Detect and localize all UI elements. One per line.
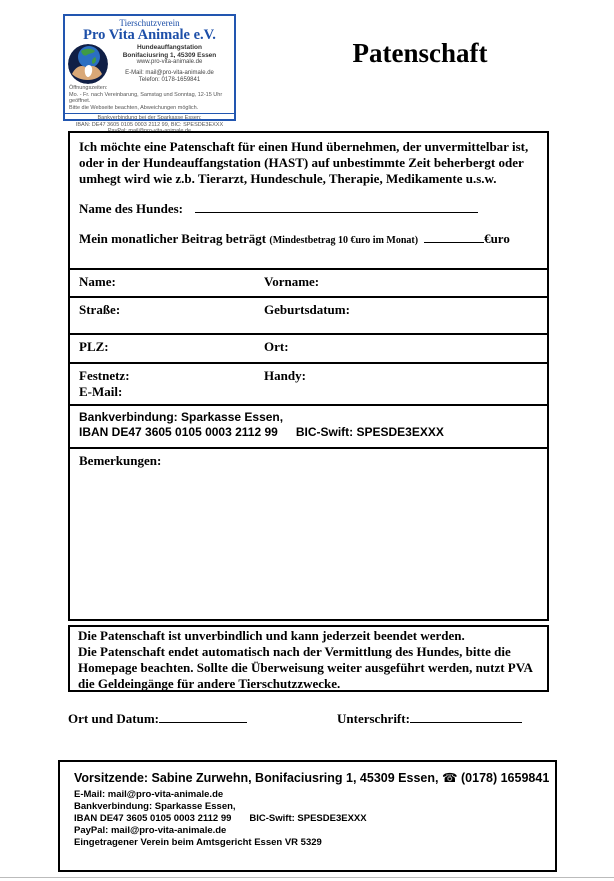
page-title: Patenschaft (352, 38, 488, 68)
bemerkungen-label: Bemerkungen: (79, 453, 162, 468)
org-logo-box (63, 14, 236, 134)
plz-label: PLZ: (79, 339, 109, 354)
dog-name-blank-line (195, 200, 478, 213)
contribution-label: Mein monatlicher Beitrag beträgt (79, 231, 267, 246)
footer-chairwoman-line (74, 771, 555, 786)
logo-bank-line-2: IBAN: DE47 3605 0105 0003 2112 99, BIC: SPESDE3EXXX (75, 121, 224, 128)
logo-bank-line-1: Bankverbindung bei der Sparkasse Essen: (97, 115, 202, 121)
geburtsdatum-label: Geburtsdatum: (264, 302, 350, 317)
org-type: Tierschutzverein (119, 18, 180, 28)
opening-hours-block (65, 84, 234, 111)
main-form-box (68, 131, 549, 621)
signature-blank-line (410, 710, 522, 723)
footer-iban: IBAN DE47 3605 0105 0003 2112 99 (74, 813, 232, 824)
name-label: Name: (79, 274, 116, 289)
festnetz-label: Festnetz: (79, 368, 130, 383)
currency-suffix: €uro (484, 231, 510, 246)
contribution-blank-line (424, 230, 484, 243)
org-name: Pro Vita Animale e.V. (83, 27, 216, 43)
logo-mid-row (65, 43, 234, 84)
table-row-bank (70, 404, 547, 447)
hours-label: Öffnungszeiten: (69, 85, 108, 91)
intro-section (70, 133, 547, 268)
footer-registration: Eingetragener Verein beim Amtsgericht Essen VR 5329 (74, 837, 322, 848)
footer-paypal: PayPal: mail@pro-vita-animale.de (74, 825, 227, 836)
logo-bank-line-3: PayPal: mail@pro-vita-animale.de (107, 128, 192, 134)
signature-block (337, 710, 522, 727)
globe-hands-logo-icon (68, 44, 108, 84)
table-row-plz (70, 333, 547, 362)
intro-text: Ich möchte eine Patenschaft für einen Hund übernehmen, der unvermittelbar ist, oder in der Hundeauffangstation (HAST) auf unbestimmte Zeit beherbergt oder umhegt wird wie z.b. Tierarzt, Hundeschule, Therapie, Medikamente u.s.w. (79, 139, 529, 186)
notice-box (68, 625, 549, 692)
place-date-blank-line (159, 710, 247, 723)
footer-bank-line-1: Bankverbindung: Sparkasse Essen, (74, 801, 236, 812)
org-address: Bonifaciusring 1, 45309 Essen (122, 51, 217, 59)
bank-iban: IBAN DE47 3605 0105 0003 2112 99 (79, 425, 278, 439)
table-row-remarks (70, 447, 547, 619)
footer-box (58, 760, 557, 872)
table-row-name (70, 268, 547, 296)
table-row-street (70, 296, 547, 333)
phone-icon: ☎ (441, 771, 458, 785)
org-phone: Telefon: 0178-1659841 (138, 77, 201, 83)
bank-line-1: Bankverbindung: Sparkasse Essen, (79, 410, 284, 424)
table-row-phone (70, 362, 547, 404)
footer-email: E-Mail: mail@pro-vita-animale.de (74, 789, 224, 800)
hours-line-1: Mo. - Fr. nach Vereinbarung, Samstag und Sonntag, 12-15 Uhr geöffnet. (69, 91, 223, 104)
contribution-note: (Mindestbetrag 10 €uro im Monat) (269, 235, 419, 246)
notice-line-2: Die Patenschaft endet automatisch nach der Vermittlung des Hundes, bitte die Homepage beachten. Sollte die Überweisung weiter ausgeführt werden, nutzt PVA die Geldeingänge für andere Tierschutzzwecke. (78, 644, 533, 691)
handy-label: Handy: (264, 368, 306, 383)
strasse-label: Straße: (79, 302, 121, 317)
email-label: E-Mail: (79, 384, 123, 399)
org-email: E-Mail: mail@pro-vita-animale.de (125, 70, 214, 76)
signature-label: Unterschrift: (337, 711, 410, 726)
footer-bic: BIC-Swift: SPESDE3EXXX (249, 813, 367, 824)
bank-line-2 (79, 425, 547, 440)
ort-label: Ort: (264, 339, 289, 354)
station-name: Hundeauffangstation (137, 44, 202, 51)
org-website: www.pro-vita-animale.de (136, 59, 203, 65)
dog-name-row (79, 200, 538, 217)
dog-name-label: Name des Hundes: (79, 201, 184, 216)
vorname-label: Vorname: (264, 274, 320, 289)
contribution-row (79, 230, 538, 247)
signature-row (68, 710, 549, 727)
notice-line-1: Die Patenschaft ist unverbindlich und kann jederzeit beendet werden. (78, 628, 465, 643)
footer-bank-line-2 (74, 813, 555, 825)
place-date-label: Ort und Datum: (68, 711, 160, 726)
footer-chairwoman: Vorsitzende: Sabine Zurwehn, Bonifaciusring 1, 45309 Essen, (74, 771, 439, 785)
footer-phone: (0178) 1659841 (461, 771, 550, 785)
hours-line-2: Bitte die Webseite beachten, Abweichungen möglich. (69, 104, 199, 111)
page-bottom-edge (0, 877, 614, 878)
bank-bic: BIC-Swift: SPESDE3EXXX (295, 425, 444, 439)
logo-address-block (108, 44, 231, 84)
